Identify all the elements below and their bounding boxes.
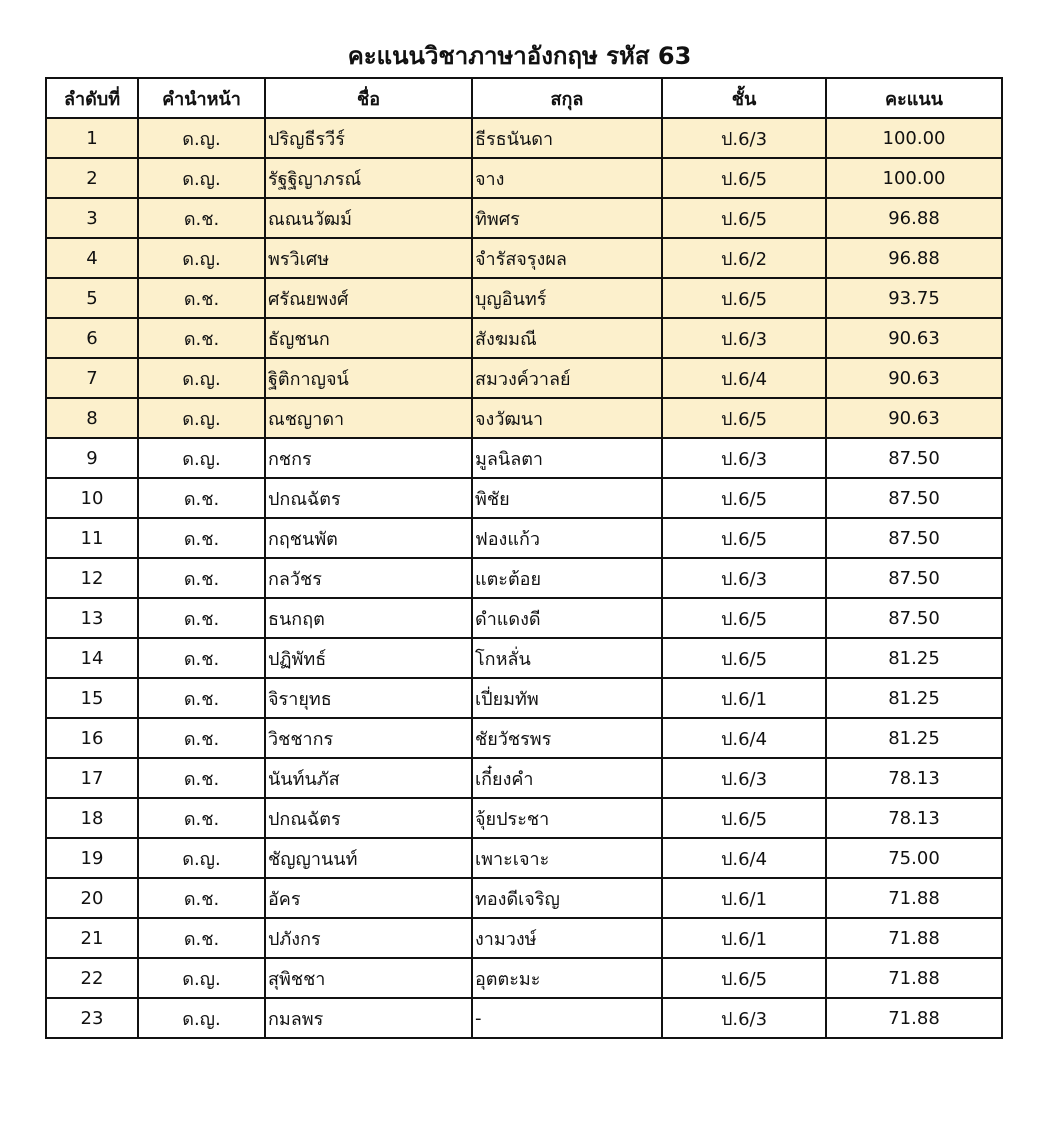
cell-score: 100.00 bbox=[826, 118, 1002, 158]
cell-class: ป.6/5 bbox=[662, 398, 826, 438]
cell-class: ป.6/5 bbox=[662, 518, 826, 558]
table-row bbox=[46, 478, 1002, 518]
cell-first-name: กชกร bbox=[265, 438, 472, 478]
header-row bbox=[46, 78, 1002, 118]
cell-prefix: ด.ญ. bbox=[138, 438, 265, 478]
cell-last-name: ชัยวัชรพร bbox=[472, 718, 662, 758]
cell-score: 87.50 bbox=[826, 518, 1002, 558]
cell-first-name: ธนกฤต bbox=[265, 598, 472, 638]
cell-last-name: ทองดีเจริญ bbox=[472, 878, 662, 918]
cell-first-name: วิชชากร bbox=[265, 718, 472, 758]
cell-last-name: ทิพศร bbox=[472, 198, 662, 238]
cell-order: 19 bbox=[46, 838, 138, 878]
cell-last-name: งามวงษ์ bbox=[472, 918, 662, 958]
cell-first-name: ชัญญานนท์ bbox=[265, 838, 472, 878]
cell-score: 71.88 bbox=[826, 918, 1002, 958]
cell-first-name: จิรายุทธ bbox=[265, 678, 472, 718]
table-row bbox=[46, 678, 1002, 718]
cell-score: 87.50 bbox=[826, 438, 1002, 478]
cell-order: 7 bbox=[46, 358, 138, 398]
cell-first-name: กมลพร bbox=[265, 998, 472, 1038]
cell-prefix: ด.ช. bbox=[138, 878, 265, 918]
cell-prefix: ด.ช. bbox=[138, 318, 265, 358]
table-row bbox=[46, 278, 1002, 318]
cell-score: 78.13 bbox=[826, 798, 1002, 838]
cell-score: 96.88 bbox=[826, 238, 1002, 278]
cell-prefix: ด.ช. bbox=[138, 918, 265, 958]
table-row bbox=[46, 398, 1002, 438]
cell-class: ป.6/5 bbox=[662, 638, 826, 678]
cell-order: 13 bbox=[46, 598, 138, 638]
cell-class: ป.6/1 bbox=[662, 878, 826, 918]
cell-first-name: ฐิติกาญจน์ bbox=[265, 358, 472, 398]
cell-last-name: ดำแดงดี bbox=[472, 598, 662, 638]
cell-last-name: อุตตะมะ bbox=[472, 958, 662, 998]
cell-first-name: ศรัณยพงศ์ bbox=[265, 278, 472, 318]
cell-last-name: แตะต้อย bbox=[472, 558, 662, 598]
cell-order: 12 bbox=[46, 558, 138, 598]
cell-score: 87.50 bbox=[826, 478, 1002, 518]
table-row bbox=[46, 198, 1002, 238]
cell-first-name: ปกณฉัตร bbox=[265, 478, 472, 518]
cell-prefix: ด.ช. bbox=[138, 638, 265, 678]
cell-prefix: ด.ญ. bbox=[138, 398, 265, 438]
cell-first-name: ธัญชนก bbox=[265, 318, 472, 358]
table-row bbox=[46, 558, 1002, 598]
table-header bbox=[46, 78, 1002, 118]
table-row bbox=[46, 798, 1002, 838]
cell-prefix: ด.ญ. bbox=[138, 958, 265, 998]
cell-first-name: ปฏิพัทธ์ bbox=[265, 638, 472, 678]
cell-score: 81.25 bbox=[826, 638, 1002, 678]
cell-last-name: มูลนิลตา bbox=[472, 438, 662, 478]
table-row bbox=[46, 598, 1002, 638]
cell-class: ป.6/3 bbox=[662, 558, 826, 598]
cell-first-name: ปกณฉัตร bbox=[265, 798, 472, 838]
cell-score: 87.50 bbox=[826, 558, 1002, 598]
table-row bbox=[46, 918, 1002, 958]
cell-last-name: เพาะเจาะ bbox=[472, 838, 662, 878]
cell-first-name: นันท์นภัส bbox=[265, 758, 472, 798]
cell-order: 22 bbox=[46, 958, 138, 998]
cell-class: ป.6/3 bbox=[662, 318, 826, 358]
cell-prefix: ด.ช. bbox=[138, 598, 265, 638]
cell-class: ป.6/2 bbox=[662, 238, 826, 278]
cell-first-name: พรวิเศษ bbox=[265, 238, 472, 278]
cell-order: 17 bbox=[46, 758, 138, 798]
cell-order: 8 bbox=[46, 398, 138, 438]
cell-prefix: ด.ช. bbox=[138, 798, 265, 838]
cell-prefix: ด.ญ. bbox=[138, 158, 265, 198]
cell-prefix: ด.ช. bbox=[138, 478, 265, 518]
cell-prefix: ด.ญ. bbox=[138, 838, 265, 878]
cell-first-name: ปภังกร bbox=[265, 918, 472, 958]
cell-prefix: ด.ญ. bbox=[138, 238, 265, 278]
cell-last-name: ธีรธนันดา bbox=[472, 118, 662, 158]
cell-class: ป.6/5 bbox=[662, 278, 826, 318]
table-row bbox=[46, 718, 1002, 758]
cell-order: 3 bbox=[46, 198, 138, 238]
cell-class: ป.6/1 bbox=[662, 918, 826, 958]
cell-first-name: อัคร bbox=[265, 878, 472, 918]
cell-order: 15 bbox=[46, 678, 138, 718]
cell-last-name: โกหลั่น bbox=[472, 638, 662, 678]
cell-last-name: จาง bbox=[472, 158, 662, 198]
cell-prefix: ด.ช. bbox=[138, 558, 265, 598]
cell-last-name: สมวงค์วาลย์ bbox=[472, 358, 662, 398]
table-row bbox=[46, 518, 1002, 558]
cell-class: ป.6/1 bbox=[662, 678, 826, 718]
cell-order: 16 bbox=[46, 718, 138, 758]
cell-class: ป.6/5 bbox=[662, 158, 826, 198]
cell-class: ป.6/3 bbox=[662, 118, 826, 158]
cell-last-name: จงวัฒนา bbox=[472, 398, 662, 438]
header-last-name: สกุล bbox=[472, 78, 662, 118]
header-score: คะแนน bbox=[826, 78, 1002, 118]
table-row bbox=[46, 878, 1002, 918]
table-body bbox=[46, 118, 1002, 1038]
cell-order: 9 bbox=[46, 438, 138, 478]
header-class: ชั้น bbox=[662, 78, 826, 118]
table-row bbox=[46, 438, 1002, 478]
cell-order: 18 bbox=[46, 798, 138, 838]
cell-score: 81.25 bbox=[826, 718, 1002, 758]
table-row bbox=[46, 998, 1002, 1038]
cell-last-name: พิชัย bbox=[472, 478, 662, 518]
cell-order: 11 bbox=[46, 518, 138, 558]
cell-order: 14 bbox=[46, 638, 138, 678]
cell-prefix: ด.ญ. bbox=[138, 998, 265, 1038]
cell-class: ป.6/3 bbox=[662, 438, 826, 478]
header-prefix: คำนำหน้า bbox=[138, 78, 265, 118]
table-row bbox=[46, 318, 1002, 358]
cell-score: 90.63 bbox=[826, 358, 1002, 398]
cell-order: 10 bbox=[46, 478, 138, 518]
cell-first-name: รัฐฐิญาภรณ์ bbox=[265, 158, 472, 198]
table-row bbox=[46, 758, 1002, 798]
table-row bbox=[46, 238, 1002, 278]
header-first-name: ชื่อ bbox=[265, 78, 472, 118]
cell-first-name: กลวัชร bbox=[265, 558, 472, 598]
cell-prefix: ด.ญ. bbox=[138, 358, 265, 398]
cell-score: 75.00 bbox=[826, 838, 1002, 878]
cell-last-name: จุ้ยประชา bbox=[472, 798, 662, 838]
cell-prefix: ด.ช. bbox=[138, 278, 265, 318]
cell-first-name: ณชญาดา bbox=[265, 398, 472, 438]
cell-score: 90.63 bbox=[826, 318, 1002, 358]
cell-first-name: กฤชนพัต bbox=[265, 518, 472, 558]
page-title: คะแนนวิชาภาษาอังกฤษ รหัส 63 bbox=[347, 42, 692, 70]
table-row bbox=[46, 838, 1002, 878]
cell-order: 23 bbox=[46, 998, 138, 1038]
cell-prefix: ด.ช. bbox=[138, 758, 265, 798]
cell-score: 90.63 bbox=[826, 398, 1002, 438]
cell-last-name: ฟองแก้ว bbox=[472, 518, 662, 558]
cell-class: ป.6/5 bbox=[662, 478, 826, 518]
cell-score: 96.88 bbox=[826, 198, 1002, 238]
cell-class: ป.6/4 bbox=[662, 358, 826, 398]
cell-last-name: - bbox=[472, 998, 662, 1038]
cell-score: 71.88 bbox=[826, 878, 1002, 918]
cell-score: 71.88 bbox=[826, 998, 1002, 1038]
cell-score: 78.13 bbox=[826, 758, 1002, 798]
cell-prefix: ด.ช. bbox=[138, 718, 265, 758]
table-row bbox=[46, 358, 1002, 398]
cell-order: 2 bbox=[46, 158, 138, 198]
cell-class: ป.6/5 bbox=[662, 958, 826, 998]
cell-prefix: ด.ช. bbox=[138, 678, 265, 718]
cell-order: 1 bbox=[46, 118, 138, 158]
cell-order: 21 bbox=[46, 918, 138, 958]
cell-first-name: สุพิชชา bbox=[265, 958, 472, 998]
cell-last-name: บุญอินทร์ bbox=[472, 278, 662, 318]
cell-order: 20 bbox=[46, 878, 138, 918]
scores-table bbox=[45, 77, 1003, 1039]
cell-first-name: ปริญธีรวีร์ bbox=[265, 118, 472, 158]
cell-order: 5 bbox=[46, 278, 138, 318]
cell-score: 71.88 bbox=[826, 958, 1002, 998]
cell-order: 6 bbox=[46, 318, 138, 358]
cell-order: 4 bbox=[46, 238, 138, 278]
cell-score: 93.75 bbox=[826, 278, 1002, 318]
table-row bbox=[46, 958, 1002, 998]
cell-class: ป.6/3 bbox=[662, 758, 826, 798]
cell-score: 87.50 bbox=[826, 598, 1002, 638]
table-row bbox=[46, 638, 1002, 678]
cell-first-name: ณณนวัฒม์ bbox=[265, 198, 472, 238]
cell-class: ป.6/3 bbox=[662, 998, 826, 1038]
cell-class: ป.6/5 bbox=[662, 798, 826, 838]
table-row bbox=[46, 118, 1002, 158]
header-order: ลำดับที่ bbox=[46, 78, 138, 118]
cell-class: ป.6/4 bbox=[662, 838, 826, 878]
cell-last-name: สังฆมณี bbox=[472, 318, 662, 358]
table-row bbox=[46, 158, 1002, 198]
cell-last-name: เกี๋ยงคำ bbox=[472, 758, 662, 798]
cell-prefix: ด.ญ. bbox=[138, 118, 265, 158]
cell-class: ป.6/5 bbox=[662, 198, 826, 238]
cell-score: 100.00 bbox=[826, 158, 1002, 198]
cell-class: ป.6/5 bbox=[662, 598, 826, 638]
cell-prefix: ด.ช. bbox=[138, 518, 265, 558]
cell-class: ป.6/4 bbox=[662, 718, 826, 758]
cell-last-name: เปี่ยมทัพ bbox=[472, 678, 662, 718]
cell-prefix: ด.ช. bbox=[138, 198, 265, 238]
cell-score: 81.25 bbox=[826, 678, 1002, 718]
cell-last-name: จำรัสจรุงผล bbox=[472, 238, 662, 278]
